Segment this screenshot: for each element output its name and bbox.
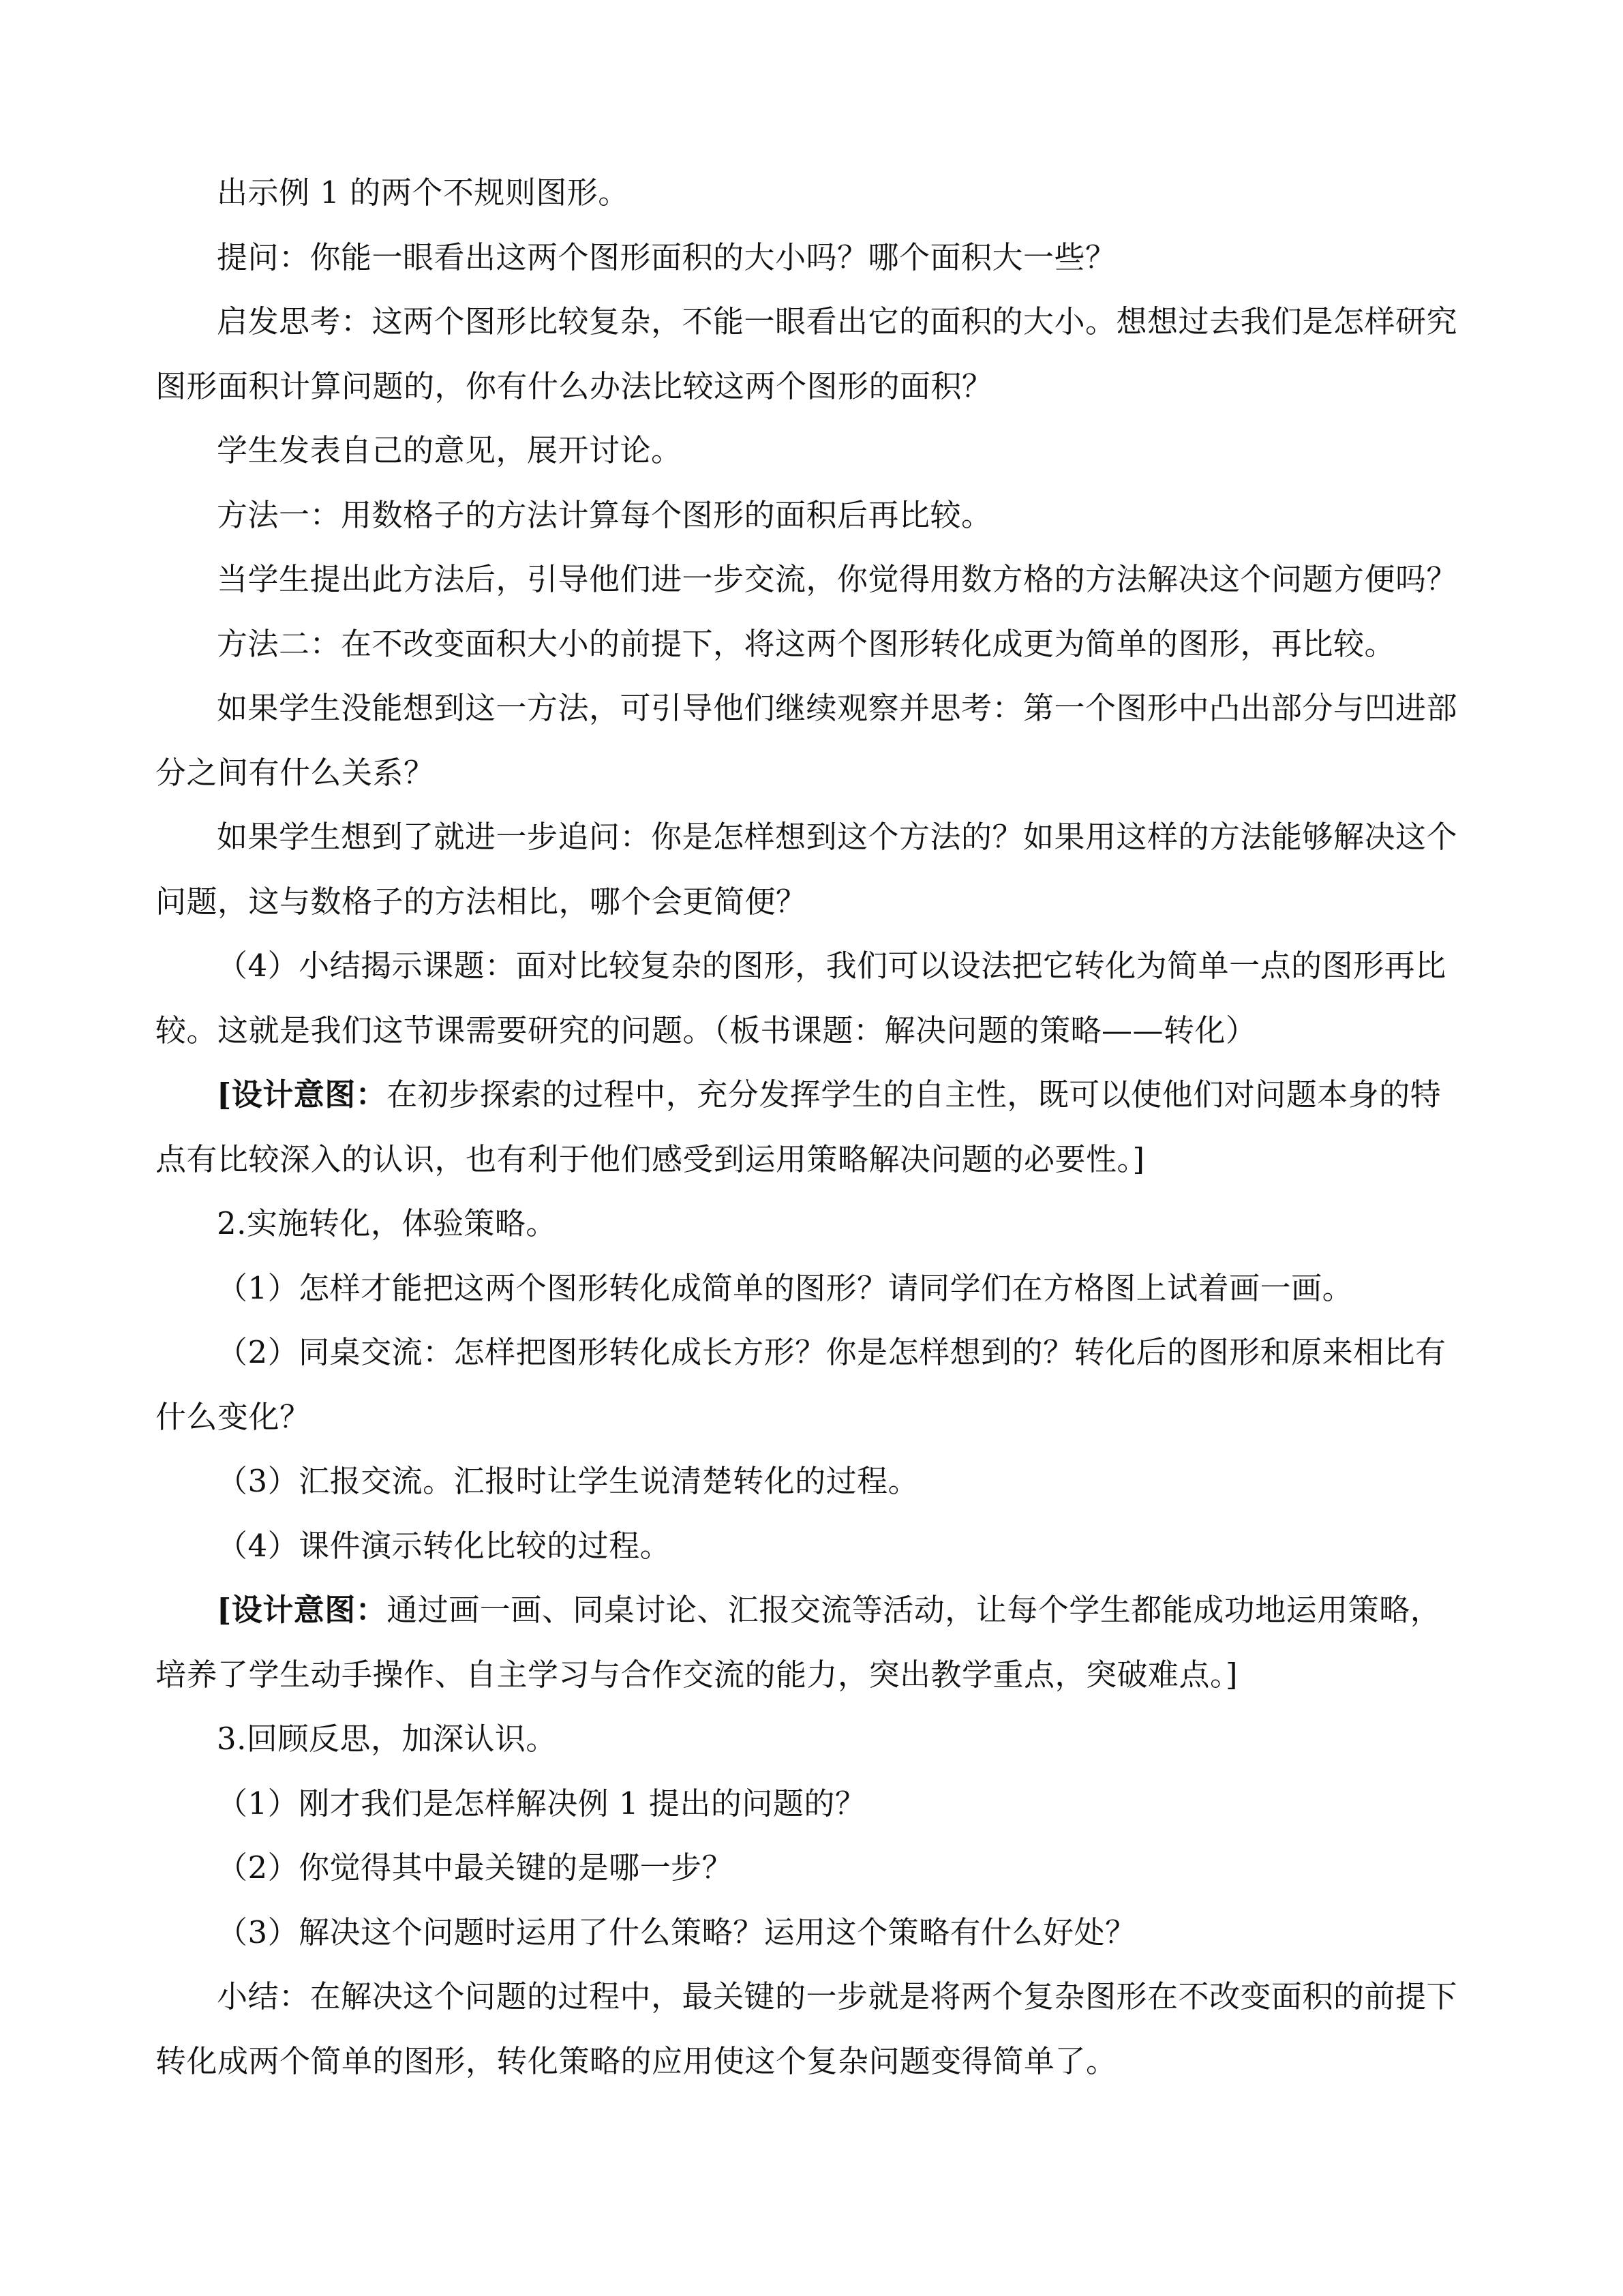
- paragraph: 出示例 1 的两个不规则图形。: [217, 175, 629, 211]
- design-intent-note: [155, 1578, 1471, 1707]
- list-item: （2）同桌交流：怎样把图形转化成长方形？你是怎样想到的？转化后的图形和原来相比有什么变化？: [155, 1334, 1446, 1435]
- paragraph: 启发思考：这两个图形比较复杂，不能一眼看出它的面积的大小。想想过去我们是怎样研究图形面积计算问题的，你有什么办法比较这两个图形的面积？: [155, 303, 1458, 404]
- document-body: [155, 161, 1471, 2094]
- design-intent-label: [设计意图：: [217, 1592, 387, 1628]
- list-item: （2）你觉得其中最关键的是哪一步？: [217, 1849, 733, 1886]
- paragraph: 方法二：在不改变面积大小的前提下，将这两个图形转化成更为简单的图形，再比较。: [217, 625, 1396, 662]
- paragraph: （4）小结揭示课题：面对比较复杂的图形，我们可以设法把它转化为简单一点的图形再比较。这就是我们这节课需要研究的问题。（板书课题：解决问题的策略——转化）: [155, 948, 1446, 1048]
- paragraph: 如果学生没能想到这一方法，可引导他们继续观察并思考：第一个图形中凸出部分与凹进部分之间有什么关系？: [155, 690, 1458, 791]
- section-heading: 3.回顾反思，加深认识。: [217, 1721, 557, 1757]
- design-intent-note: [155, 1063, 1471, 1192]
- design-intent-text: 在初步探索的过程中，充分发挥学生的自主性，既可以使他们对问题本身的特点有比较深入的认识，也有利于他们感受到运用策略解决问题的必要性。]: [155, 1076, 1442, 1177]
- paragraph: 方法一：用数格子的方法计算每个图形的面积后再比较。: [217, 496, 992, 533]
- list-item: （1）刚才我们是怎样解决例 1 提出的问题的？: [217, 1785, 866, 1822]
- list-item: （3）解决这个问题时运用了什么策略？运用这个策略有什么好处？: [217, 1914, 1136, 1950]
- design-intent-text: 通过画一画、同桌讨论、汇报交流等活动，让每个学生都能成功地运用策略，培养了学生动手操作、自主学习与合作交流的能力，突出教学重点，突破难点。]: [155, 1592, 1442, 1693]
- paragraph: 学生发表自己的意见，展开讨论。: [217, 432, 682, 468]
- list-item: （4）课件演示转化比较的过程。: [217, 1527, 671, 1564]
- paragraph: 提问：你能一眼看出这两个图形面积的大小吗？哪个面积大一些？: [217, 239, 1117, 275]
- design-intent-label: [设计意图：: [217, 1076, 387, 1113]
- paragraph: 当学生提出此方法后，引导他们进一步交流，你觉得用数方格的方法解决这个问题方便吗？: [217, 561, 1458, 597]
- section-heading: 2.实施转化，体验策略。: [217, 1205, 557, 1241]
- list-item: （1）怎样才能把这两个图形转化成简单的图形？请同学们在方格图上试着画一画。: [217, 1269, 1354, 1306]
- paragraph: 如果学生想到了就进一步追问：你是怎样想到这个方法的？如果用这样的方法能够解决这个问题，这与数格子的方法相比，哪个会更简便？: [155, 819, 1458, 920]
- summary-paragraph: 小结：在解决这个问题的过程中，最关键的一步就是将两个复杂图形在不改变面积的前提下转化成两个简单的图形，转化策略的应用使这个复杂问题变得简单了。: [155, 1978, 1458, 2079]
- list-item: （3）汇报交流。汇报时让学生说清楚转化的过程。: [217, 1463, 920, 1499]
